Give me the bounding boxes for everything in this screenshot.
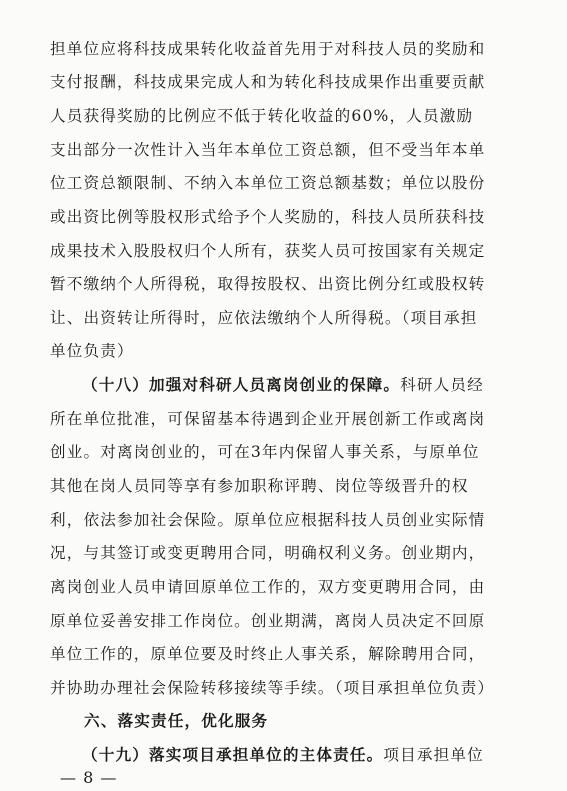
body-text-line: 其他在岗人员同等享有参加职称评聘、岗位等级晋升的权 — [50, 477, 469, 495]
paragraph-18-first-line — [82, 370, 522, 400]
body-text-line: 成果技术入股股权归个人所有，获奖人员可按国家有关规定 — [50, 242, 486, 260]
body-text-line: 原单位妥善安排工作岗位。创业期满，离岗人员决定不回原 — [50, 612, 486, 630]
paragraph-19-text: 项目承担单位 — [383, 746, 484, 764]
body-text-line: 创业。对离岗创业的，可在3年内保留人事关系，与原单位 — [50, 443, 480, 461]
body-text-line: 人员获得奖励的比例应不低于转化收益的60%，人员激励 — [50, 107, 474, 125]
body-text-line: 单位负责） — [50, 342, 134, 360]
body-text-line: 让、出资转让所得时，应依法缴纳个人所得税。（项目承担 — [50, 309, 478, 327]
body-text-line: 暂不缴纳个人所得税，取得按股权、出资比例分红或股权转 — [50, 275, 486, 293]
paragraph-18-title: （十八）加强对科研人员离岗创业的保障。 — [82, 375, 401, 394]
body-text-line: 况，与其签订或变更聘用合同，明确权利义务。创业期内， — [50, 544, 486, 562]
body-text-line: 担单位应将科技成果转化收益首先用于对科技人员的奖励和 — [50, 40, 486, 58]
body-text-line: 并协助办理社会保险转移接续等手续。（项目承担单位负责） — [50, 679, 495, 697]
paragraph-19-first-line — [82, 740, 522, 770]
body-text-line: 位工资总额限制、不纳入本单位工资总额基数；单位以股份 — [50, 174, 486, 192]
body-text-line: 利，依法参加社会保险。原单位应根据科技人员创业实际情 — [50, 511, 486, 529]
body-text-line: 或出资比例等股权形式给予个人奖励的，科技人员所获科技 — [50, 208, 486, 226]
body-text-line: 支付报酬，科技成果完成人和为转化科技成果作出重要贡献 — [50, 73, 486, 91]
body-text-line: 支出部分一次性计入当年本单位工资总额，但不受当年本单 — [50, 141, 486, 159]
paragraph-19-title: （十九）落实项目承担单位的主体责任。 — [82, 745, 384, 764]
body-text-line: 离岗创业人员申请回原单位工作的，双方变更聘用合同，由 — [50, 578, 486, 596]
section-heading: 六、落实责任，优化服务 — [84, 712, 269, 730]
body-text-line: 所在单位批准，可保留基本待遇到企业开展创新工作或离岗 — [50, 410, 486, 428]
paragraph-18-text: 科研人员经 — [400, 376, 484, 394]
page-number: — 8 — — [60, 768, 118, 787]
body-text-line: 单位工作的，原单位要及时终止人事关系，解除聘用合同， — [50, 645, 486, 663]
